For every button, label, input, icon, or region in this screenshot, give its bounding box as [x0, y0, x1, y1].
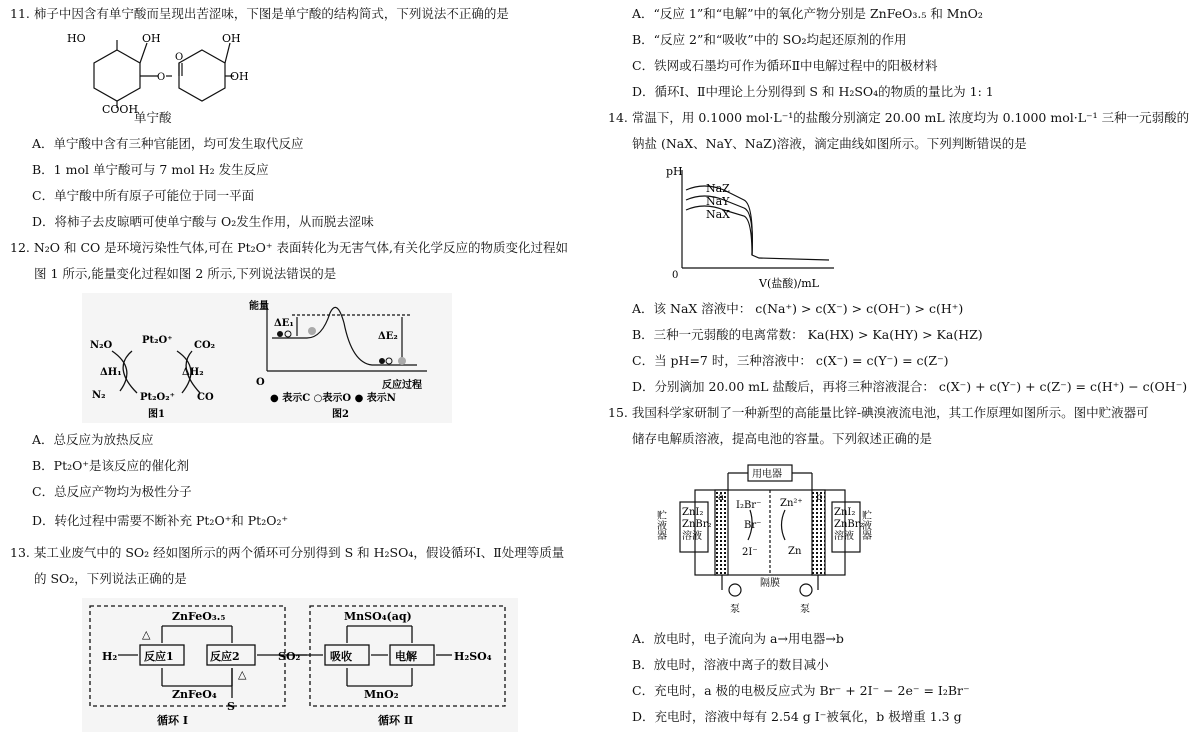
q13-option-a: A．“反应 1”和“电解”中的氧化产物分别是 ZnFeO₃.₅ 和 MnO₂ — [632, 6, 983, 21]
struct-cooh-label: COOH — [102, 103, 139, 116]
q12-figures — [82, 293, 452, 423]
q11-option-d: D．将柿子去皮晾晒可使单宁酸与 O₂发生作用，从而脱去涩味 — [32, 214, 374, 229]
q14-ylabel: pH — [666, 165, 683, 178]
q12-option-c: C．总反应产物均为极性分子 — [32, 484, 192, 499]
q13-reaction1-box: 反应1 — [144, 650, 174, 663]
fig2-legend: ● 表示C ○表示O ● 表示N — [270, 393, 396, 404]
q11-stem: 11. 柿子中因含有单宁酸而呈现出苦涩味，下图是单宁酸的结构简式，下列说法不正确的是 — [10, 6, 509, 21]
q13-electrolysis-box: 电解 — [395, 650, 417, 663]
q14-stem-line2: 钠盐 (NaX、NaY、NaZ)溶液，滴定曲线如图所示。下列判断错误的是 — [632, 136, 1027, 151]
q12-option-d: D．转化过程中需要不断补充 Pt₂O⁺和 Pt₂O₂⁺ — [32, 513, 289, 528]
q14-series-naz: NaZ — [706, 182, 730, 195]
q13-bot1-label: ZnFeO₄ — [172, 688, 217, 701]
q14-option-a: A．该 NaX 溶液中： c(Na⁺) > c(X⁻) > c(OH⁻) > c(H⁺) — [632, 301, 964, 316]
q13-reaction2-box: 反应2 — [210, 650, 240, 663]
fig2-de1-label: ΔE₁ — [274, 318, 294, 329]
q12-option-b: B．Pt₂O⁺是该反应的催化剂 — [32, 458, 189, 473]
q15-tank-right: 贮液器 — [859, 510, 871, 540]
q13-so2-label: SO₂ — [278, 650, 301, 663]
struct-carbonyl-o-label: O — [175, 52, 184, 63]
q11-option-b: B．1 mol 单宁酸可与 7 mol H₂ 发生反应 — [32, 162, 269, 177]
q13-loop1-label: 循环 Ⅰ — [157, 714, 188, 727]
fig1-caption: 图1 — [148, 409, 165, 420]
q15-battery-figure — [654, 460, 890, 618]
q13-top2-label: MnSO₄(aq) — [344, 610, 412, 623]
q15-br-label: Br⁻ — [744, 520, 762, 531]
struct-ho-label: HO — [67, 32, 86, 45]
q13-delta1: △ — [142, 628, 151, 641]
q14-xlabel: V(盐酸)/mL — [759, 277, 819, 290]
struct-o-label: O — [157, 72, 166, 83]
q14-option-c: C．当 pH=7 时，三种溶液中： c(X⁻) = c(Y⁻) = c(Z⁻) — [632, 353, 949, 368]
q14-stem-line1: 14. 常温下，用 0.1000 mol·L⁻¹的盐酸分别滴定 20.00 mL 浓度均为 0.1000 mol·L⁻¹ 三种一元弱酸的 — [608, 110, 1189, 125]
fig2-caption: 图2 — [332, 409, 349, 420]
q15-electrode-b: b — [816, 492, 823, 503]
fig2-origin: O — [256, 377, 265, 388]
q15-zn2-label: Zn²⁺ — [780, 498, 803, 509]
q13-option-c: C．铁网或石墨均可作为循环Ⅱ中电解过程中的阳极材料 — [632, 58, 938, 73]
q13-loop2-label: 循环 Ⅱ — [378, 714, 414, 727]
fig1-dh1-label: ΔH₁ — [100, 367, 122, 378]
q13-stem-line2: 的 SO₂，下列说法正确的是 — [34, 571, 187, 586]
q13-bot2-label: MnO₂ — [364, 688, 399, 701]
fig2-xlabel: 反应过程 — [382, 380, 422, 391]
q14-option-d: D．分别滴加 20.00 mL 盐酸后，再将三种溶液混合： c(X⁻) + c(Y⁻) + c(Z⁻) = c(H⁺) − c(OH⁻) — [632, 379, 1188, 394]
q14-series-nay: NaY — [706, 195, 730, 208]
q14-series-nax: NaX — [706, 208, 731, 221]
q11-option-c: C．单宁酸中所有原子可能位于同一平面 — [32, 188, 255, 203]
q13-stem-line1: 13. 某工业废气中的 SO₂ 经如图所示的两个循环可分别得到 S 和 H₂SO₄，假设循环Ⅰ、Ⅱ处理等质量 — [10, 545, 565, 560]
q15-option-c: C．充电时，a 极的电极反应式为 Br⁻ + 2I⁻ − 2e⁻ = I₂Br⁻ — [632, 683, 970, 698]
q13-option-b: B．“反应 2”和“吸收”中的 SO₂均起还原剂的作用 — [632, 32, 907, 47]
q13-absorb-box: 吸收 — [330, 650, 352, 663]
q15-stem-line1: 15. 我国科学家研制了一种新型的高能量比锌-碘溴液流电池，其工作原理如图所示。图中贮液器可 — [608, 405, 1149, 420]
q14-titration-chart — [664, 160, 844, 290]
fig2-de2-label: ΔE₂ — [378, 331, 398, 342]
q15-sol-left-1: ZnI₂ — [682, 507, 704, 518]
struct-oh-label-3: OH — [230, 70, 249, 83]
q13-top1-label: ZnFeO₃.₅ — [172, 610, 226, 623]
q15-option-d: D．充电时，溶液中每有 2.54 g I⁻被氧化，b 极增重 1.3 g — [632, 709, 962, 724]
q15-sol-right-2: ZnBr₂ — [834, 519, 864, 530]
q11-fig-caption: 单宁酸 — [134, 110, 172, 125]
q13-cycle-figure — [82, 598, 518, 732]
q12-stem-line2: 图 1 所示,能量变化过程如图 2 所示,下列说法错误的是 — [34, 266, 337, 281]
q15-sol-left-3: 溶液 — [682, 531, 702, 542]
q13-h2so4-label: H₂SO₄ — [454, 650, 492, 663]
q13-s-label: S — [227, 700, 235, 713]
fig1-dh2-label: ΔH₂ — [182, 367, 204, 378]
fig1-n2o-label: N₂O — [90, 340, 113, 351]
q15-pump-right: 泵 — [800, 604, 810, 615]
fig1-co2-label: CO₂ — [194, 340, 216, 351]
q15-membrane-label: 隔膜 — [760, 578, 780, 589]
q15-zn-label: Zn — [788, 546, 802, 557]
q15-tank-left: 贮液器 — [654, 510, 666, 540]
q12-option-a: A．总反应为放热反应 — [32, 432, 154, 447]
q14-option-b: B．三种一元弱酸的电离常数： Ka(HX) > Ka(HY) > Ka(HZ) — [632, 327, 983, 342]
q15-electrode-a: a — [718, 492, 724, 503]
q12-stem-line1: 12. N₂O 和 CO 是环境污染性气体,可在 Pt₂O⁺ 表面转化为无害气体,有关化学反应的物质变化过程如 — [10, 240, 568, 255]
q15-sol-left-2: ZnBr₂ — [682, 519, 712, 530]
q15-sol-right-3: 溶液 — [834, 531, 854, 542]
q11-option-a: A．单宁酸中含有三种官能团，均可发生取代反应 — [32, 136, 304, 151]
q14-origin: 0 — [672, 270, 679, 281]
q15-option-a: A．放电时，电子流向为 a→用电器→b — [632, 631, 844, 646]
q13-option-d: D．循环Ⅰ、Ⅱ中理论上分别得到 S 和 H₂SO₄的物质的量比为 1: 1 — [632, 84, 994, 99]
q11-structure-figure — [62, 28, 252, 116]
q15-device-label: 用电器 — [752, 469, 782, 480]
struct-oh-label-1: OH — [142, 32, 161, 45]
fig1-co-label: CO — [197, 392, 214, 403]
fig1-pt2o-label: Pt₂O⁺ — [142, 335, 173, 346]
q15-i2br-label: I₂Br⁻ — [736, 500, 762, 511]
struct-oh-label-2: OH — [222, 32, 241, 45]
fig1-pt2o2-label: Pt₂O₂⁺ — [140, 392, 175, 403]
q15-sol-right-1: ZnI₂ — [834, 507, 856, 518]
q15-pump-left: 泵 — [730, 604, 740, 615]
q15-2i-label: 2I⁻ — [742, 547, 758, 558]
fig2-ylabel: 能量 — [249, 301, 269, 312]
fig1-n2-label: N₂ — [92, 390, 106, 401]
q13-delta2: △ — [238, 668, 247, 681]
q15-option-b: B．放电时，溶液中离子的数目减小 — [632, 657, 829, 672]
q15-stem-line2: 储存电解质溶液，提高电池的容量。下列叙述正确的是 — [632, 431, 933, 446]
q13-h2-label: H₂ — [102, 650, 118, 663]
